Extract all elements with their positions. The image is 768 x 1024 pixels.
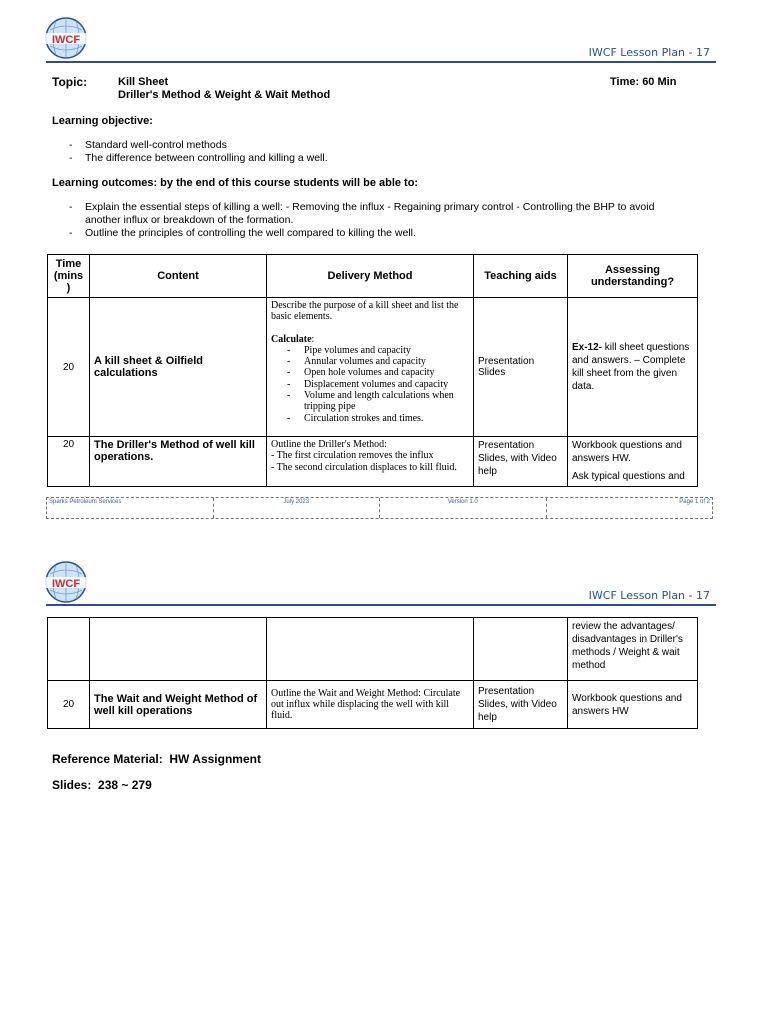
lesson-table (47, 254, 698, 487)
row-content: A kill sheet & Oilfield calculations (90, 298, 267, 437)
outcomes-heading: Learning outcomes: by the end of this course students will be able to: (52, 177, 419, 189)
table-row (48, 681, 698, 729)
col-header-delivery: Delivery Method (267, 255, 474, 298)
footer-date: July 2023 (214, 498, 381, 518)
table-row (48, 298, 698, 437)
row-time: 20 (48, 298, 90, 437)
slides-range: Slides: 238 ~ 279 (52, 778, 152, 792)
calc-item: - Volume and length calculations when tripping pipe (287, 390, 469, 413)
calc-item: - Circulation strokes and times. (287, 413, 469, 424)
row-delivery: Outline the Wait and Weight Method: Circulate out influx while displacing the well with kill fluid. (267, 681, 474, 729)
row-assess: Ex-12- kill sheet questions and answers. – Complete kill sheet from the given data. (568, 298, 698, 437)
col-header-assess: Assessing understanding? (568, 255, 698, 298)
col-header-time: Time (mins ) (48, 255, 90, 298)
col-header-content: Content (90, 255, 267, 298)
footer-company: Sparks Petroleum Services (47, 498, 214, 518)
row-time: 20 (48, 437, 90, 487)
row-assess: review the advantages/ disadvantages in Driller's methods / Weight & wait method (568, 618, 698, 681)
row-assess: Workbook questions and answers HW (568, 681, 698, 729)
topic-line2: Driller's Method & Weight & Wait Method (118, 89, 331, 101)
outcome-item: - Outline the principles of controlling the well compared to killing the well. (52, 227, 712, 240)
row-assess: Workbook questions and answers HW. Ask typical questions and (568, 437, 698, 487)
header-title: IWCF Lesson Plan - 17 (588, 589, 710, 602)
reference-material: Reference Material: HW Assignment (52, 752, 261, 766)
calc-item: - Displacement volumes and capacity (287, 379, 469, 390)
topic-label: Topic: (52, 75, 88, 89)
iwcf-logo (42, 560, 90, 606)
page-footer (46, 497, 713, 519)
row-time: 20 (48, 681, 90, 729)
outcomes-list (52, 201, 712, 240)
row-aids: Presentation Slides (474, 298, 568, 437)
objective-heading: Learning objective: (52, 115, 153, 127)
header-title: IWCF Lesson Plan - 17 (588, 46, 710, 59)
row-content: The Driller's Method of well kill operations. (90, 437, 267, 487)
topic-line1: Kill Sheet (118, 76, 169, 88)
row-content: The Wait and Weight Method of well kill operations (90, 681, 267, 729)
table-row (48, 437, 698, 487)
header-rule (46, 61, 716, 63)
footer-version: Version 1.0 (380, 498, 547, 518)
row-delivery: Outline the Driller's Method: - The first circulation removes the influx - The second circulation displaces to kill fluid. (267, 437, 474, 487)
calc-item: - Annular volumes and capacity (287, 356, 469, 367)
iwcf-logo (42, 16, 90, 62)
calc-item: - Pipe volumes and capacity (287, 345, 469, 356)
footer-page: Page 1 of 2 (679, 499, 710, 505)
header-rule (46, 604, 716, 606)
col-header-aids: Teaching aids (474, 255, 568, 298)
svg-text:IWCF: IWCF (51, 578, 81, 590)
outcome-item: - Explain the essential steps of killing a well: - Removing the influx - Regaining primary control - Controlling the BHP to avoid another influx or breakdown of the formation. (52, 201, 712, 227)
svg-text:IWCF: IWCF (51, 34, 81, 46)
table-row (48, 618, 698, 681)
lesson-table-continued (47, 617, 698, 729)
row-aids: Presentation Slides, with Video help (474, 681, 568, 729)
objective-item: - The difference between controlling and killing a well. (52, 152, 692, 165)
row-delivery: Describe the purpose of a kill sheet and list the basic elements. Calculate: - Pipe volumes and capacity - Annular volumes and capacity - Open hole volumes and capacity - Displacement volumes and capacity - Volume and length calculations when tripping pipe - Circulation strokes and times. (267, 298, 474, 437)
calc-item: - Open hole volumes and capacity (287, 367, 469, 378)
calc-list (271, 345, 469, 424)
lesson-time: Time: 60 Min (610, 76, 677, 88)
objective-list (52, 139, 692, 165)
row-aids: Presentation Slides, with Video help (474, 437, 568, 487)
objective-item: - Standard well-control methods (52, 139, 692, 152)
